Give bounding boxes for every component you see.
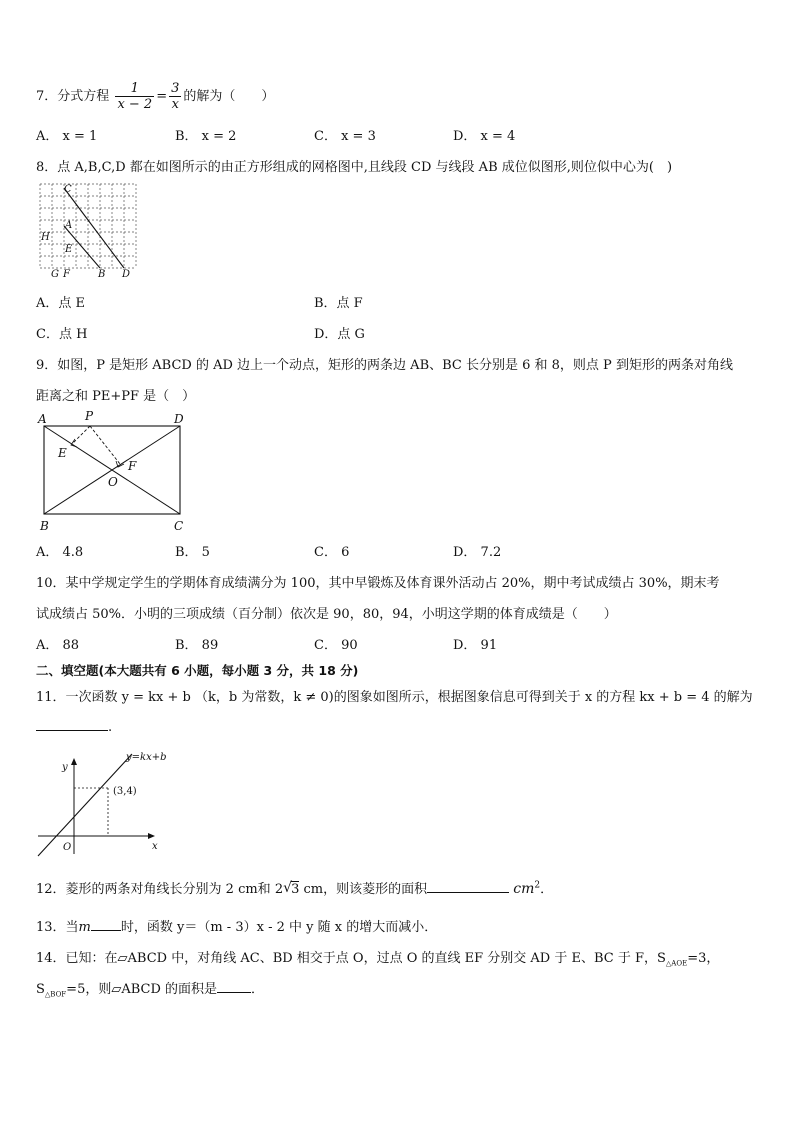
q8-label-a: A	[65, 220, 73, 231]
q12-answer-blank[interactable]	[427, 880, 509, 893]
q11-origin-label: O	[63, 842, 72, 853]
q11-stem: 11．一次函数 y = kx + b （k，b 为常数，k ≠ 0)的图象如图所示，根据图象信息可得到关于 x 的方程 kx + b = 4 的解为	[36, 690, 753, 705]
q9-stem-line1: 9．如图，P 是矩形 ABCD 的 AD 边上一个动点，矩形的两条边 AB、BC 长分别是 6 和 8，则点 P 到矩形的两条对角线	[36, 358, 733, 373]
q7-option-b[interactable]: B． x = 2	[175, 129, 237, 144]
q7-fraction-2: $\frac{3}{x}$	[171, 81, 180, 112]
q12-unit: cm	[513, 881, 535, 897]
q8-grid-figure	[38, 182, 138, 280]
q9-label-p: P	[85, 409, 94, 423]
q8-option-c[interactable]: C．点 H	[36, 327, 88, 342]
q9-stem-line2: 距离之和 PE+PF 是（ ）	[36, 389, 196, 404]
q9-option-a[interactable]: A． 4.8	[36, 545, 84, 560]
q8-option-d[interactable]: D．点 G	[314, 327, 365, 342]
q12-stem: 12．菱形的两条对角线长分别为 2 cm和 2 √ 3 cm，则该菱形的面积 $cm^2$．	[36, 880, 554, 897]
q12-sqrt: √ 3	[283, 880, 300, 897]
q8-label-h: H	[41, 232, 50, 243]
q13-stem: 13．当m 时，函数 y＝（m - 3）x - 2 中 y 随 x 的增大而减小．	[36, 920, 438, 935]
q10-option-a[interactable]: A． 88	[36, 638, 80, 653]
q9-label-a: A	[38, 412, 47, 426]
q11-y-label: y	[62, 762, 68, 773]
q8-label-c: C	[64, 184, 72, 195]
q7-option-a[interactable]: A． x = 1	[36, 129, 98, 144]
q9-label-c: C	[174, 519, 184, 533]
q7-stem-a: 分式方程	[57, 89, 110, 104]
q9-label-b: B	[40, 519, 49, 533]
q10-stem-line2: 试成绩占 50%．小明的三项成绩（百分制）依次是 90，80，94，小明这学期的体育成绩是（ ）	[36, 607, 617, 622]
q10-option-b[interactable]: B． 89	[175, 638, 219, 653]
q8-stem: 8．点 A,B,C,D 都在如图所示的由正方形组成的网格图中,且线段 CD 与线段 AB 成位似图形,则位似中心为( )	[36, 160, 673, 175]
q14-stem-line2: $S_{\triangle BOF}=5$，则▱ABCD 的面积是 ．	[36, 982, 265, 999]
q7-equals: =	[156, 89, 168, 104]
q9-option-d[interactable]: D． 7.2	[453, 545, 502, 560]
q8-label-f: F	[63, 269, 70, 280]
q9-option-b[interactable]: B． 5	[175, 545, 210, 560]
q10-option-c[interactable]: C． 90	[314, 638, 358, 653]
q9-option-c[interactable]: C． 6	[314, 545, 350, 560]
q11-graph	[34, 746, 174, 862]
q9-label-d: D	[174, 412, 184, 426]
q11-function-line	[38, 754, 132, 856]
q10-option-d[interactable]: D． 91	[453, 638, 498, 653]
q7-number: 7．	[36, 89, 58, 104]
q8-option-b[interactable]: B．点 F	[314, 296, 363, 311]
q7-option-d[interactable]: D． x = 4	[453, 129, 516, 144]
q11-x-label: x	[152, 841, 158, 852]
q8-label-g: G	[51, 269, 59, 280]
q8-option-a[interactable]: A．点 E	[36, 296, 86, 311]
q14-stem-line1: 14．已知：在▱ABCD 中，对角线 AC、BD 相交于点 O，过点 O 的直线 EF 分别交 AD 于 E、BC 于 F，$S_{\triangle AOE}=3$，	[36, 951, 720, 968]
q8-label-e: E	[65, 244, 73, 255]
q10-stem-line1: 10．某中学规定学生的学期体育成绩满分为 100，其中早锻炼及体育课外活动占 20%，期中考试成绩占 30%，期末考	[36, 576, 720, 591]
q11-answer-blank[interactable]	[36, 716, 108, 731]
q13-answer-blank[interactable]	[91, 918, 121, 931]
q8-label-b: B	[98, 269, 106, 280]
q9-label-o: O	[108, 475, 118, 489]
q9-label-f: F	[128, 459, 137, 473]
q14-answer-blank[interactable]	[217, 980, 251, 993]
q7-stem-b: 的解为（ ）	[183, 89, 275, 104]
q7-fraction-1: $\frac{1}{x - 2}$	[117, 81, 153, 112]
q11-point-label: (3,4)	[113, 786, 137, 797]
q8-label-d: D	[122, 269, 131, 280]
q7-option-c[interactable]: C． x = 3	[314, 129, 376, 144]
q11-line-label: y=kx+b	[126, 752, 167, 763]
q11-answer-line: .	[36, 716, 112, 735]
q7-stem	[36, 80, 274, 114]
q9-segment-pe	[73, 426, 90, 443]
q9-rectangle-figure	[36, 406, 196, 534]
q9-label-e: E	[58, 446, 67, 460]
section-2-heading: 二、填空题(本大题共有 6 小题，每小题 3 分，共 18 分)	[36, 663, 359, 678]
